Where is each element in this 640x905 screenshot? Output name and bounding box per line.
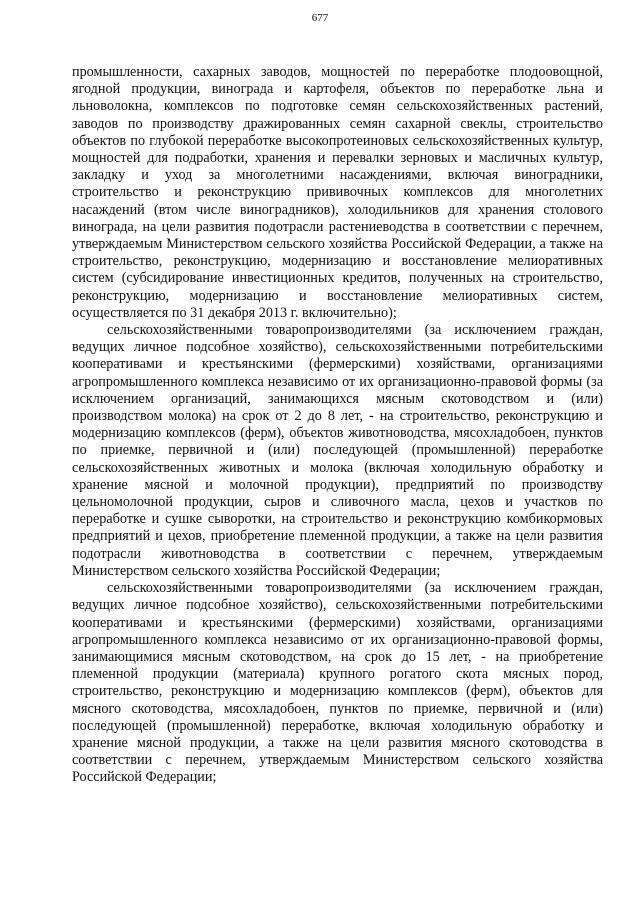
document-body [72, 64, 603, 787]
paragraph-2: сельскохозяйственными товаропроизводителями (за исключением граждан, ведущих личное подсобное хозяйство), сельскохозяйственными потребительскими кооперативами и крестьянскими (фермерскими) хозяйствами, организациями агропромышленного комплекса независимо от их организационно-правовой формы (за исключением организаций, занимающихся мясным скотоводством и (или) производством молока) на срок от 2 до 8 лет, - на строительство, реконструкцию и модернизацию комплексов (ферм), объектов животноводства, мясохладобоен, пунктов по приемке, первичной и (или) последующей (промышленной) переработке сельскохозяйственных животных и молока (включая холодильную обработку и хранение мясной и молочной продукции), предприятий по производству цельномолочной продукции, сыров и сливочного масла, цехов и участков по переработке и сушке сыворотки, на строительство и реконструкцию комбикормовых предприятий и цехов, приобретение племенной продукции, а также на цели развития подотрасли животноводства в соответствии с перечнем, утверждаемым Министерством сельского хозяйства Российской Федерации; [72, 322, 603, 579]
paragraph-3: сельскохозяйственными товаропроизводителями (за исключением граждан, ведущих личное подсобное хозяйство), сельскохозяйственными потребительскими кооперативами и крестьянскими (фермерскими) хозяйствами, организациями агропромышленного комплекса независимо от их организационно-правовой формы, занимающимися мясным скотоводством, на срок до 15 лет, - на приобретение племенной продукции (материала) крупного рогатого скота мясных пород, строительство, реконструкцию и модернизацию комплексов (ферм), объектов для мясного скотоводства, мясохладобоен, пунктов по приемке, первичной и (или) последующей (промышленной) переработке, включая холодильную обработку и хранение мясной продукции, а также на цели развития мясного скотоводства в соответствии с перечнем, утверждаемым Министерством сельского хозяйства Российской Федерации; [72, 580, 603, 786]
paragraph-1: промышленности, сахарных заводов, мощностей по переработке плодоовощной, ягодной продукции, винограда и картофеля, объектов по переработке льна и льноволокна, комплексов по подготовке семян сельскохозяйственных растений, заводов по производству дражированных семян сахарной свеклы, строительство объектов по глубокой переработке высокопротеиновых сельскохозяйственных культур, мощностей для подработки, хранения и перевалки зерновых и масличных культур, закладку и уход за многолетними насаждениями, включая виноградники, строительство и реконструкцию прививочных комплексов для многолетних насаждений (втом числе виноградников), холодильников для хранения столового винограда, на цели развития подотрасли растениеводства в соответствии с перечнем, утверждаемым Министерством сельского хозяйства Российской Федерации, а также на строительство, реконструкцию, модернизацию и восстановление мелиоративных систем (субсидирование инвестиционных кредитов, полученных на строительство, реконструкцию, модернизацию и восстановление мелиоративных систем, осуществляется по 31 декабря 2013 г. включительно); [72, 64, 603, 321]
page-number: 677 [311, 12, 329, 24]
